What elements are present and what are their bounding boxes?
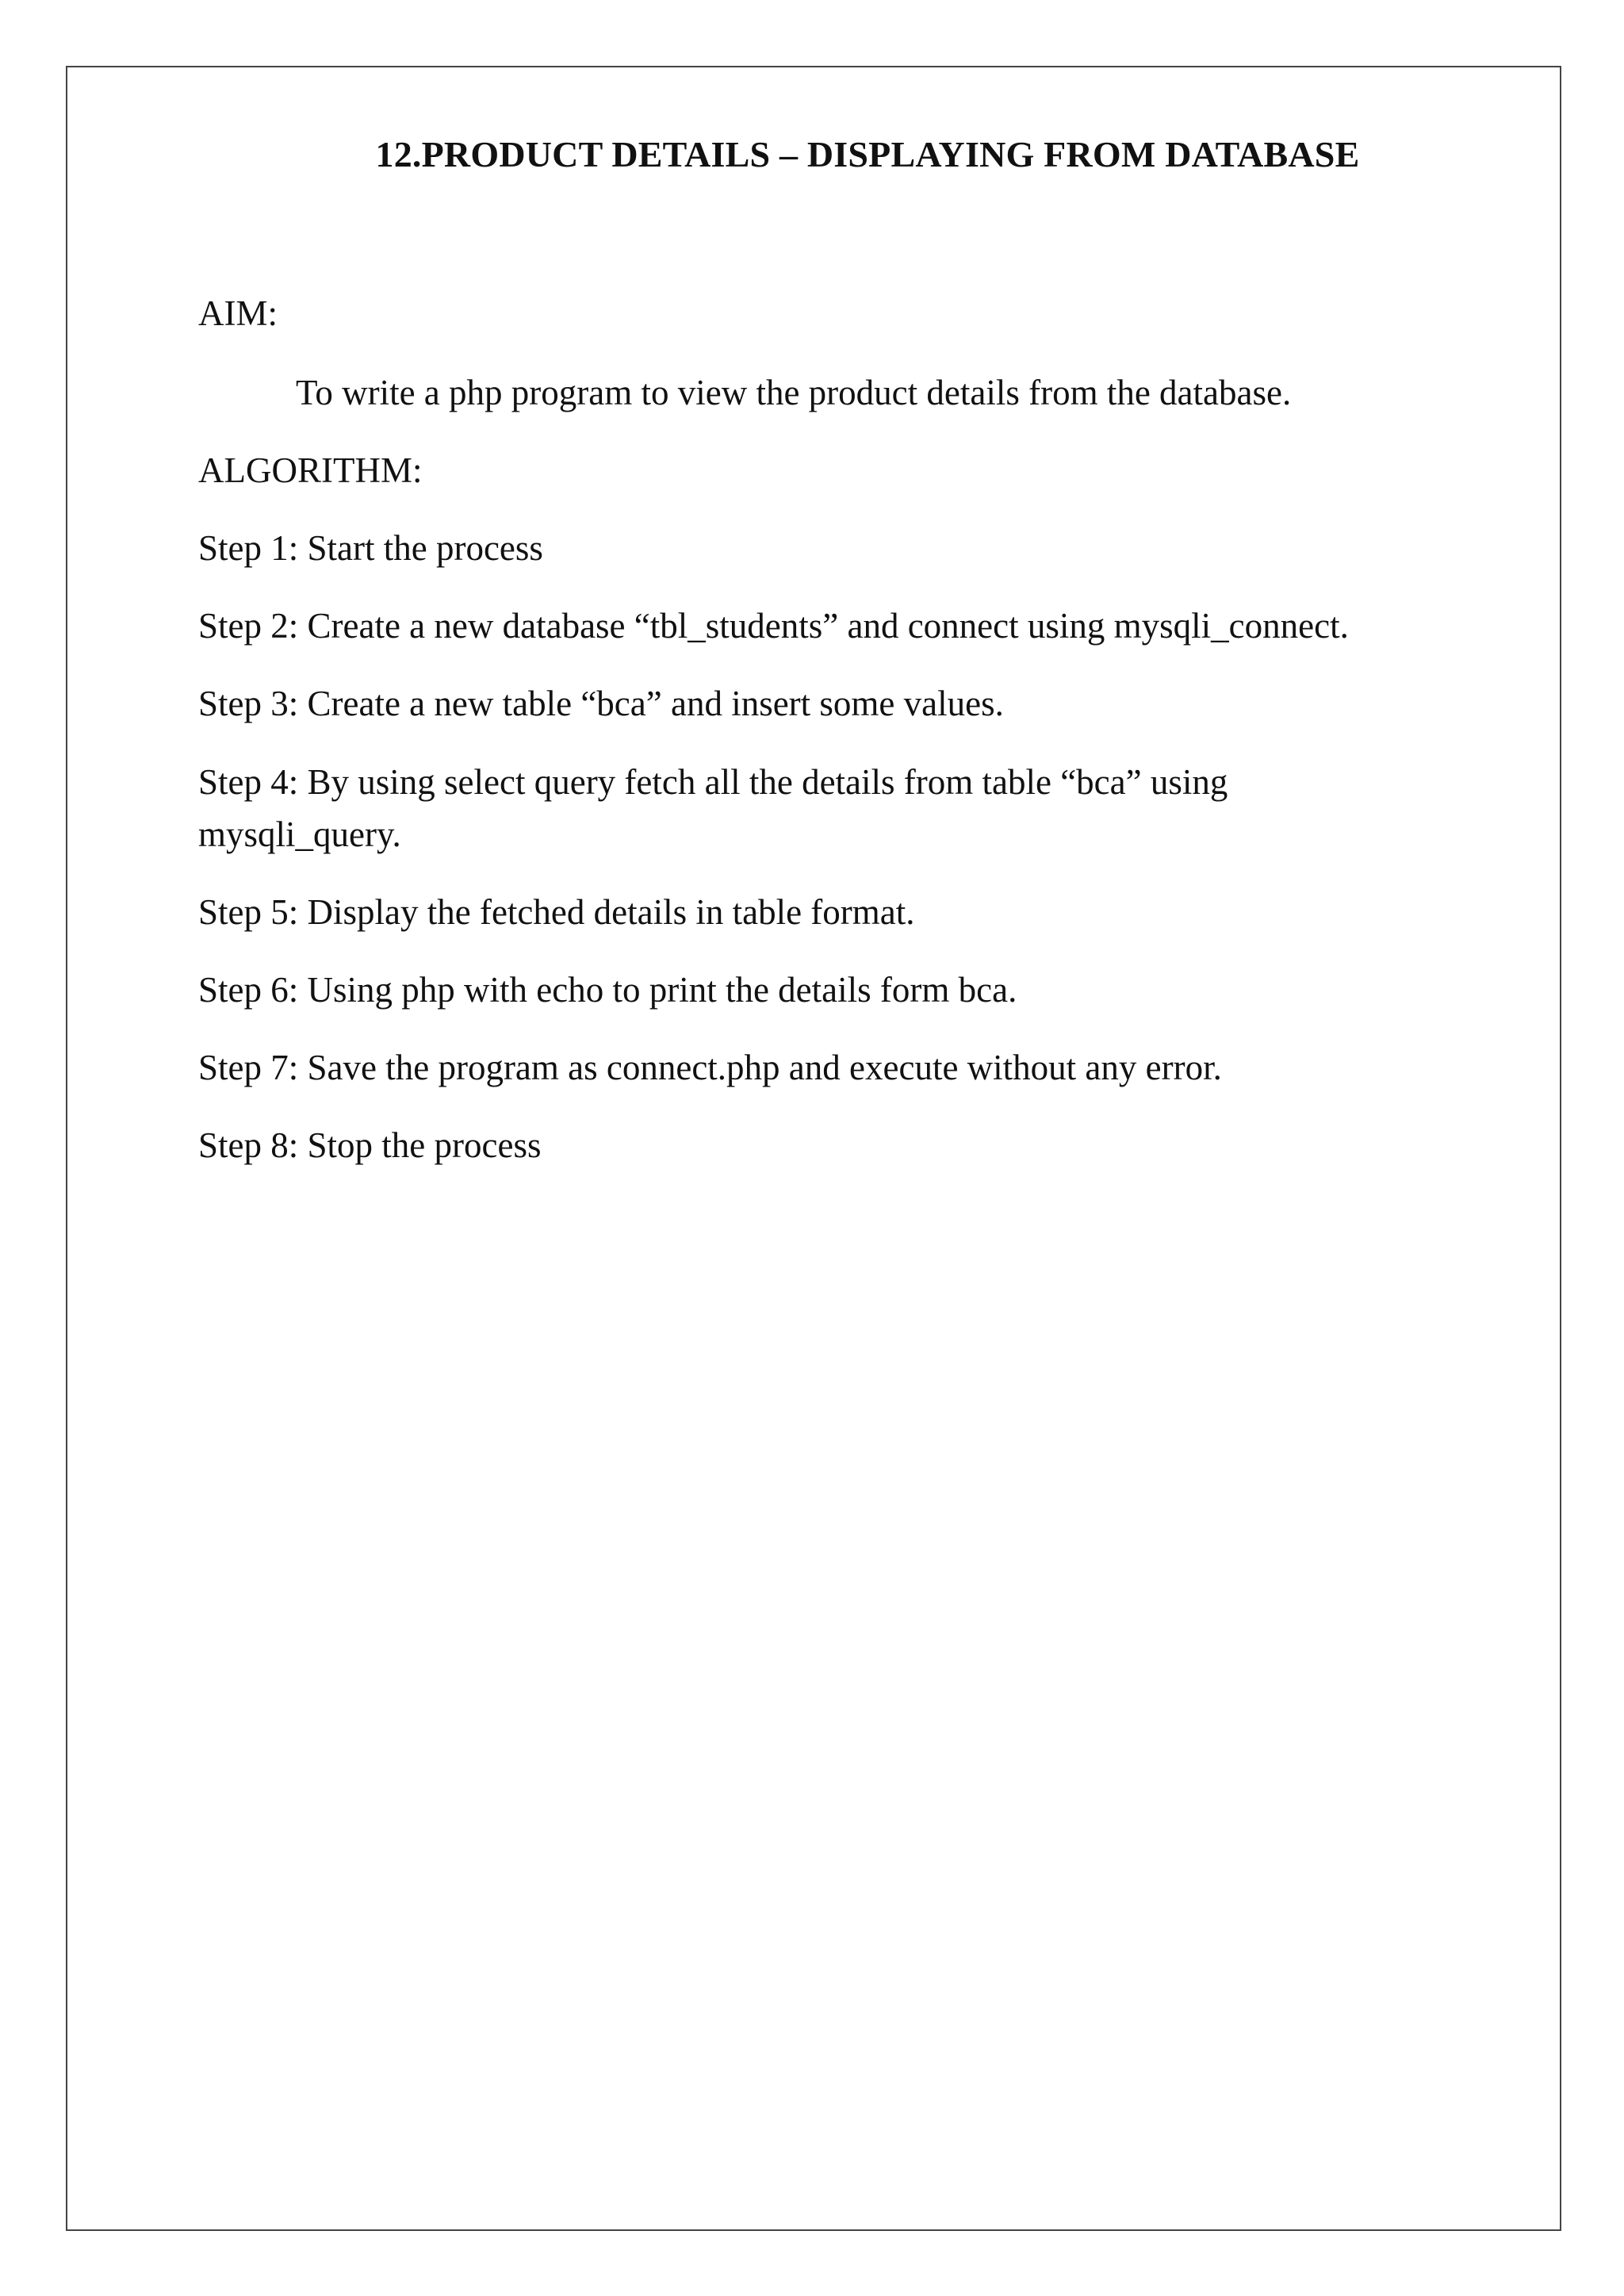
step-7: Step 7: Save the program as connect.php and execute without any error.: [198, 1048, 1222, 1087]
step-4: Step 4: By using select query fetch all the details from table “bca” using: [198, 762, 1228, 802]
step-5: Step 5: Display the fetched details in table format.: [198, 892, 915, 932]
page-title: 12.PRODUCT DETAILS – DISPLAYING FROM DATABASE: [375, 134, 1360, 174]
step-3: Step 3: Create a new table “bca” and insert some values.: [198, 684, 1004, 723]
step-4-continued: mysqli_query.: [198, 815, 401, 854]
step-6: Step 6: Using php with echo to print the details form bca.: [198, 970, 1017, 1010]
step-8: Step 8: Stop the process: [198, 1125, 542, 1165]
aim-heading: AIM:: [198, 293, 278, 333]
algorithm-heading: ALGORITHM:: [198, 450, 423, 490]
aim-text: To write a php program to view the product details from the database.: [296, 373, 1292, 412]
step-1: Step 1: Start the process: [198, 528, 543, 568]
step-2: Step 2: Create a new database “tbl_students” and connect using mysqli_connect.: [198, 606, 1349, 646]
